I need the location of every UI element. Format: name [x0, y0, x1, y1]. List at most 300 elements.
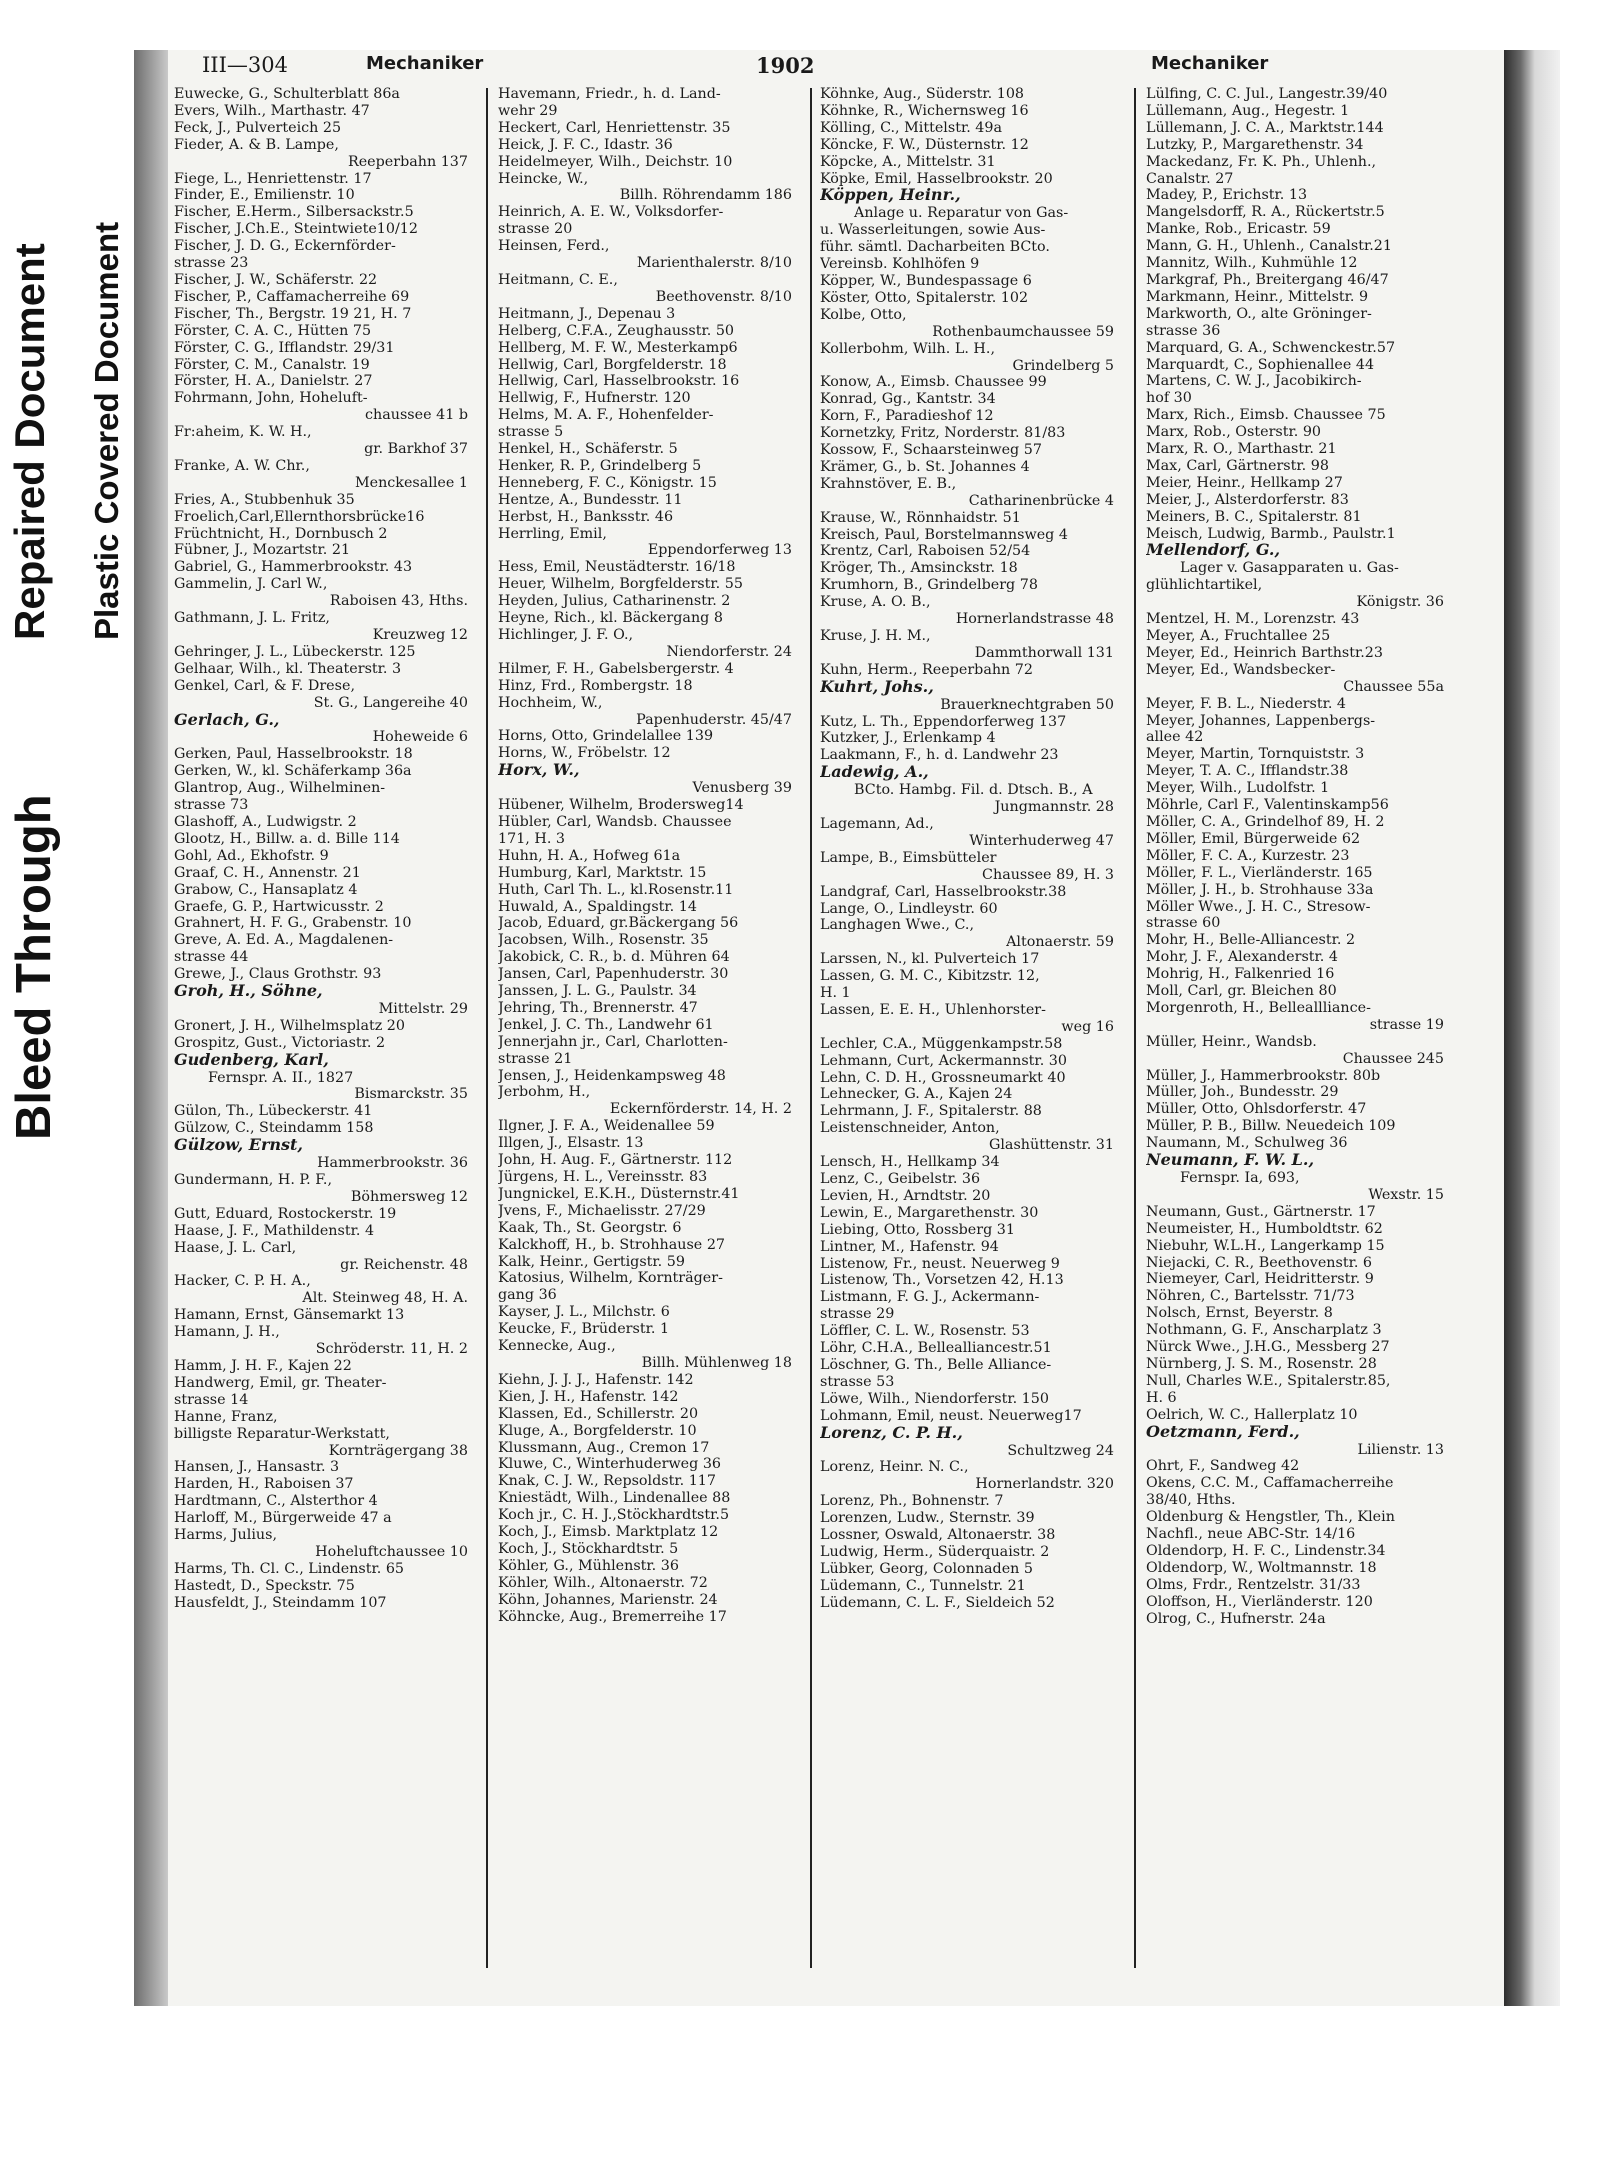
entry-name: Harms, Th. Cl. C., Lindenstr. 65: [174, 1560, 405, 1577]
scanned-page: [134, 50, 1560, 2006]
directory-entry: [498, 678, 794, 695]
directory-entry: [820, 86, 1116, 103]
entry-name: Gülon, Th., Lübeckerstr. 41: [174, 1103, 373, 1120]
entry-address: Menckesallee 1: [354, 474, 468, 491]
directory-entry: [820, 120, 1116, 137]
entry-name: Lechler, C.A., Müggenkampstr.58: [820, 1035, 1063, 1052]
directory-entry: [498, 1169, 794, 1186]
entry-name: Gabriel, G., Hammerbrookstr. 43: [174, 559, 413, 576]
entry-name: Olms, Frdr., Rentzelstr. 31/33: [1146, 1576, 1361, 1593]
entry-name: Hastedt, D., Speckstr. 75: [174, 1577, 355, 1594]
entry-name: Kruse, A. O. B.,: [820, 594, 931, 611]
entry-address: Lilienstr. 13: [1357, 1441, 1444, 1458]
entry-name: glühlichtartikel,: [1146, 577, 1263, 594]
entry-name: Hacker, C. P. H. A.,: [174, 1273, 311, 1290]
directory-entry: [1146, 1152, 1446, 1204]
directory-entry: [1146, 746, 1446, 763]
entry-name: Fiege, L., Henriettenstr. 17: [174, 170, 372, 187]
entry-name: Köhler, G., Mühlenstr. 36: [498, 1557, 679, 1574]
entry-name: Möller, F. C. A., Kurzestr. 23: [1146, 847, 1350, 864]
entry-name: Fries, A., Stubbenhuk 35: [174, 491, 355, 508]
directory-entry: [174, 272, 470, 289]
entry-address: Rothenbaumchaussee 59: [932, 323, 1114, 340]
column-rule: [810, 88, 812, 1968]
entry-name: Kröger, Th., Amsinckstr. 18: [820, 560, 1018, 577]
year-heading: 1902: [756, 53, 815, 78]
directory-entry: [1146, 441, 1446, 458]
entry-name: Finder, E., Emilienstr. 10: [174, 187, 355, 204]
directory-entry: [498, 932, 794, 949]
entry-name: Klassen, Ed., Schillerstr. 20: [498, 1405, 699, 1422]
entry-address: gr. Barkhof 37: [364, 441, 468, 458]
entry-name: Janssen, J. L. G., Paulstr. 34: [498, 983, 697, 1000]
entry-name: führ. sämtl. Dacharbeiten BCto.: [820, 239, 1050, 256]
directory-entry: [1146, 713, 1446, 747]
directory-entry: [1146, 526, 1446, 543]
directory-entry: [1146, 204, 1446, 221]
entry-name: Ohrt, F., Sandweg 42: [1146, 1458, 1300, 1475]
entry-detail: 171, H. 3: [498, 830, 566, 847]
entry-address: Kreuzweg 12: [372, 627, 468, 643]
entry-name: Hess, Emil, Neustädterstr. 16/18: [498, 559, 736, 576]
entry-name: Fohrmann, John, Hoheluft-: [174, 390, 368, 407]
entry-name: Marquardt, C., Sophienallee 44: [1146, 356, 1375, 373]
entry-address: Reeperbahn 137: [347, 153, 468, 170]
directory-entry: [1146, 780, 1446, 797]
entry-detail: strasse 53: [820, 1373, 895, 1390]
entry-name: Heincke, W.,: [498, 170, 589, 187]
entry-detail: strasse 29: [820, 1306, 895, 1323]
entry-name: Kalckhoff, H., b. Strohhause 27: [498, 1236, 726, 1253]
directory-entry: [174, 780, 470, 814]
directory-entry: [820, 1188, 1116, 1205]
directory-entry: [174, 526, 470, 543]
entry-name: Neumann, Gust., Gärtnerstr. 17: [1146, 1203, 1376, 1220]
directory-entry: [174, 289, 470, 306]
directory-entry: [1146, 1271, 1446, 1288]
directory-entry: [1146, 221, 1446, 238]
directory-entry: [1146, 1475, 1446, 1509]
directory-entry: [174, 221, 470, 238]
directory-entry: [1146, 865, 1446, 882]
directory-entry: [1146, 966, 1446, 983]
entry-name: Vereinsb. Kohlhöfen 9: [820, 256, 980, 273]
entry-name: Langhagen Wwe., C.,: [820, 917, 975, 934]
entry-detail: hof 30: [1146, 390, 1192, 407]
entry-name: John, H. Aug. F., Gärtnerstr. 112: [498, 1152, 733, 1169]
directory-entry: [174, 1052, 470, 1104]
entry-name: Groh, H., Söhne,: [174, 983, 323, 1001]
entry-name: Förster, C. M., Canalstr. 19: [174, 356, 370, 373]
entry-name: Jacobsen, Wilh., Rosenstr. 35: [498, 932, 709, 949]
entry-name: Kolbe, Otto,: [820, 306, 907, 323]
entry-name: Müller, P. B., Billw. Neuedeich 109: [1146, 1118, 1396, 1135]
directory-entry: [820, 476, 1116, 510]
directory-entry: [174, 424, 470, 458]
directory-entry: [498, 137, 794, 154]
entry-name: Klussmann, Aug., Cremon 17: [498, 1439, 710, 1456]
directory-entry: [1146, 1356, 1446, 1373]
directory-entry: [1146, 882, 1446, 899]
entry-address: Hoheluftchaussee 10: [315, 1543, 468, 1560]
directory-entry: [174, 831, 470, 848]
directory-entry: [1146, 1577, 1446, 1594]
directory-entry: [498, 1541, 794, 1558]
directory-entry: [820, 1340, 1116, 1357]
directory-entry: [820, 1323, 1116, 1340]
entry-name: Feck, J., Pulverteich 25: [174, 119, 342, 136]
entry-name: Möller Wwe., J. H. C., Stresow-: [1146, 898, 1371, 915]
directory-entry: [1146, 1339, 1446, 1356]
entry-name: Meiners, B. C., Spitalerstr. 81: [1146, 508, 1362, 525]
directory-entry: [1146, 1458, 1446, 1475]
directory-entry: [1146, 628, 1446, 645]
entry-name: Mohr, H., Belle-Alliancestr. 2: [1146, 932, 1356, 949]
entry-address: Beethovenstr. 8/10: [655, 288, 792, 305]
directory-entry: [820, 730, 1116, 747]
entry-name: Liebing, Otto, Rossberg 31: [820, 1221, 1015, 1238]
entry-name: Förster, H. A., Danielstr. 27: [174, 373, 373, 390]
directory-entry: [498, 661, 794, 678]
directory-entry: [820, 1425, 1116, 1460]
entry-name: Handwerg, Emil, gr. Theater-: [174, 1374, 387, 1391]
directory-column-3: [820, 86, 1116, 1976]
entry-name: Gülzow, Ernst,: [174, 1137, 303, 1155]
directory-entry: [820, 256, 1116, 273]
entry-name: Mackedanz, Fr. K. Ph., Uhlenh.,: [1146, 153, 1377, 170]
right-section-title: Mechaniker: [1151, 53, 1269, 74]
entry-name: Listmann, F. G. J., Ackermann-: [820, 1289, 1040, 1306]
entry-name: Meyer, T. A. C., Ifflandstr.38: [1146, 763, 1349, 780]
entry-name: Grewe, J., Claus Grothstr. 93: [174, 966, 382, 983]
entry-name: Graefe, G. P., Hartwicusstr. 2: [174, 898, 384, 915]
entry-name: Meyer, A., Fruchtallee 25: [1146, 628, 1331, 644]
directory-entry: [174, 1223, 470, 1240]
directory-entry: [498, 949, 794, 966]
entry-name: Möhrle, Carl F., Valentinskamp56: [1146, 797, 1389, 814]
directory-entry: [820, 1205, 1116, 1222]
directory-entry: [1146, 662, 1446, 696]
entry-name: Hellwig, F., Hufnerstr. 120: [498, 390, 691, 407]
directory-entry: [820, 764, 1116, 816]
entry-name: Horns, W., Fröbelstr. 12: [498, 745, 671, 762]
book-spine: [134, 50, 168, 2006]
directory-entry: [174, 1206, 470, 1223]
entry-name: Jungnickel, E.K.H., Düsternstr.41: [498, 1185, 740, 1202]
directory-entry: [174, 390, 470, 424]
directory-entry: [174, 1493, 470, 1510]
entry-name: Kruse, J. H. M.,: [820, 628, 931, 644]
entry-name: Lensch, H., Hellkamp 34: [820, 1154, 1000, 1171]
directory-entry: [1146, 831, 1446, 848]
entry-name: Fübner, J., Mozartstr. 21: [174, 542, 351, 559]
entry-name: Kutzker, J., Erlenkamp 4: [820, 730, 996, 747]
directory-entry: [820, 307, 1116, 341]
directory-entry: [174, 1240, 470, 1274]
directory-entry: [820, 1053, 1116, 1070]
entry-name: Havemann, Friedr., h. d. Land-: [498, 86, 721, 102]
entry-name: Martens, C. W. J., Jacobikirch-: [1146, 373, 1362, 390]
directory-entry: [1146, 1204, 1446, 1221]
entry-name: Löwe, Wilh., Niendorferstr. 150: [820, 1390, 1049, 1407]
directory-entry: [820, 1239, 1116, 1256]
entry-name: Haase, J. F., Mathildenstr. 4: [174, 1222, 375, 1239]
directory-entry: [820, 816, 1116, 850]
entry-name: Lorenzen, Ludw., Sternstr. 39: [820, 1510, 1035, 1527]
entry-detail: allee 42: [1146, 729, 1204, 746]
entry-name: Kennecke, Aug.,: [498, 1338, 616, 1355]
entry-name: Hamm, J. H. F., Kajen 22: [174, 1357, 352, 1374]
entry-name: Köhler, Wilh., Altonaerstr. 72: [498, 1574, 708, 1591]
directory-entry: [820, 884, 1116, 901]
directory-entry: [820, 1510, 1116, 1527]
entry-name: Hochheim, W.,: [498, 694, 603, 711]
directory-entry: [498, 559, 794, 576]
entry-detail: strasse 73: [174, 797, 249, 814]
directory-entry: [498, 1068, 794, 1085]
entry-name: Köhncke, Aug., Bremerreihe 17: [498, 1608, 727, 1625]
entry-detail: strasse 20: [498, 221, 573, 238]
directory-column-2: [498, 86, 794, 1976]
directory-entry: [174, 509, 470, 526]
directory-entry: [820, 543, 1116, 560]
entry-name: Nolsch, Ernst, Beyerstr. 8: [1146, 1305, 1333, 1322]
entry-name: Heitmann, C. E.,: [498, 271, 618, 288]
entry-name: Lülfing, C. C. Jul., Langestr.39/40: [1146, 86, 1388, 102]
entry-name: Lampe, B., Eimsbütteler: [820, 849, 997, 866]
entry-name: Hilmer, F. H., Gabelsbergerstr. 4: [498, 660, 734, 677]
directory-entry: [1146, 357, 1446, 374]
entry-name: Leistenschneider, Anton,: [820, 1120, 1000, 1137]
directory-entry: [498, 1507, 794, 1524]
directory-entry: [174, 1137, 470, 1172]
directory-entry: [174, 1358, 470, 1375]
entry-name: Lehmann, Curt, Ackermannstr. 30: [820, 1052, 1067, 1069]
directory-entry: [174, 678, 470, 712]
entry-name: Krause, W., Rönnhaidstr. 51: [820, 509, 1021, 526]
entry-name: Förster, C. G., Ifflandstr. 29/31: [174, 339, 395, 356]
directory-entry: [498, 1389, 794, 1406]
entry-name: Oetzmann, Ferd.,: [1146, 1423, 1300, 1441]
entry-address: chaussee 41 b: [365, 407, 468, 424]
directory-entry: [498, 1017, 794, 1034]
directory-entry: [820, 1561, 1116, 1578]
directory-entry: [1146, 475, 1446, 492]
entry-name: Jvens, F., Michaelisstr. 27/29: [498, 1202, 706, 1219]
entry-name: Müller, Otto, Ohlsdorferstr. 47: [1146, 1101, 1367, 1118]
entry-name: Krahnstöver, E. B.,: [820, 475, 957, 492]
directory-entry: [174, 86, 470, 103]
entry-name: Naumann, M., Schulweg 36: [1146, 1135, 1348, 1152]
directory-entry: [1146, 103, 1446, 120]
directory-entry: [498, 1118, 794, 1135]
entry-address: Chaussee 55a: [1343, 678, 1444, 695]
directory-entry: [820, 273, 1116, 290]
entry-name: Köhn, Johannes, Marienstr. 24: [498, 1591, 718, 1608]
directory-entry: [1146, 1068, 1446, 1085]
entry-name: Heyne, Rich., kl. Bäckergang 8: [498, 610, 723, 627]
directory-entry: [820, 714, 1116, 731]
directory-entry: [1146, 1034, 1446, 1068]
entry-name: Mohr, J. F., Alexanderstr. 4: [1146, 949, 1338, 966]
entry-name: Graaf, C. H., Annenstr. 21: [174, 864, 361, 881]
entry-name: u. Wasserleitungen, sowie Aus-: [820, 222, 1046, 239]
directory-entry: [498, 1270, 794, 1304]
entry-name: Huth, Carl Th. L., kl.Rosenstr.11: [498, 881, 734, 898]
entry-name: Fieder, A. & B. Lampe,: [174, 136, 339, 153]
directory-entry: [820, 662, 1116, 679]
directory-entry: [498, 1152, 794, 1169]
bleed-through-label: Bleed Through: [7, 794, 61, 1140]
entry-name: Knak, C. J. W., Repsoldstr. 117: [498, 1473, 716, 1490]
entry-name: Kien, J. H., Hafenstr. 142: [498, 1388, 679, 1405]
entry-name: Haase, J. L. Carl,: [174, 1239, 297, 1256]
directory-entry: [820, 103, 1116, 120]
directory-entry: [1146, 797, 1446, 814]
directory-entry: [1146, 1560, 1446, 1577]
entry-name: Jennerjahn jr., Carl, Charlotten-: [498, 1033, 728, 1050]
entry-name: Horns, Otto, Grindelallee 139: [498, 728, 714, 745]
directory-column-4: [1146, 86, 1446, 1976]
directory-entry: [820, 1272, 1116, 1289]
directory-entry: [820, 374, 1116, 391]
entry-name: Lohmann, Emil, neust. Neuerweg17: [820, 1407, 1082, 1424]
entry-name: Jürgens, H. L., Vereinsstr. 83: [498, 1169, 708, 1185]
entry-name: Hübler, Carl, Wandsb. Chaussee: [498, 813, 732, 830]
directory-entry: [1146, 407, 1446, 424]
directory-entry: [820, 1459, 1116, 1493]
entry-name: Harms, Julius,: [174, 1527, 277, 1544]
directory-entry: [1146, 340, 1446, 357]
entry-name: Greve, A. Ed. A., Magdalenen-: [174, 932, 394, 949]
directory-entry: [820, 577, 1116, 594]
directory-entry: [174, 915, 470, 932]
directory-entry: [820, 1086, 1116, 1103]
directory-entry: [498, 1254, 794, 1271]
directory-entry: [498, 373, 794, 390]
entry-name: Oldenburg & Hengstler, Th., Klein: [1146, 1509, 1395, 1526]
directory-entry: [498, 171, 794, 205]
entry-name: Konrad, Gg., Kantstr. 34: [820, 391, 996, 408]
entry-address: Chaussee 245: [1342, 1050, 1444, 1067]
directory-entry: [1146, 238, 1446, 255]
entry-name: Huwald, A., Spaldingstr. 14: [498, 898, 697, 915]
directory-entry: [498, 848, 794, 865]
directory-entry: [1146, 187, 1446, 204]
entry-name: Olrog, C., Hufnerstr. 24a: [1146, 1610, 1326, 1627]
directory-entry: [498, 509, 794, 526]
entry-name: Gohl, Ad., Ekhofstr. 9: [174, 847, 329, 864]
entry-name: Möller, F. L., Vierländerstr. 165: [1146, 864, 1373, 881]
entry-address: Papenhuderstr. 45/47: [636, 711, 792, 728]
directory-entry: [1146, 272, 1446, 289]
directory-entry: [1146, 1000, 1446, 1034]
entry-name: Jerbohm, H.,: [498, 1084, 591, 1101]
directory-entry: [174, 1035, 470, 1052]
entry-address: Dammthorwall 131: [974, 644, 1114, 661]
entry-name: Kniestädt, Wilh., Lindenallee 88: [498, 1490, 731, 1507]
directory-entry: [174, 492, 470, 509]
entry-name: Meier, Heinr., Hellkamp 27: [1146, 474, 1343, 491]
directory-entry: [820, 341, 1116, 375]
directory-entry: [498, 882, 794, 899]
directory-entry: [820, 527, 1116, 544]
directory-entry: [498, 323, 794, 340]
entry-name: Kollerbohm, Wilh. L. H.,: [820, 340, 995, 357]
entry-name: Lüllemann, Aug., Hegestr. 1: [1146, 102, 1350, 119]
entry-name: Möller, C. A., Grindelhof 89, H. 2: [1146, 813, 1385, 830]
directory-entry: [498, 357, 794, 374]
directory-entry: [1146, 611, 1446, 628]
directory-entry: [820, 968, 1116, 1002]
directory-entry: [174, 1172, 470, 1206]
directory-entry: [820, 510, 1116, 527]
entry-name: Madey, P., Erichstr. 13: [1146, 187, 1308, 204]
entry-name: Lossner, Oswald, Altonaerstr. 38: [820, 1527, 1056, 1544]
directory-entry: [174, 1578, 470, 1595]
entry-name: Fischer, J.Ch.E., Steintwiete10/12: [174, 221, 418, 238]
directory-entry: [820, 917, 1116, 951]
entry-name: Manke, Rob., Ericastr. 59: [1146, 221, 1331, 238]
entry-name: Niemeyer, Carl, Heidritterstr. 9: [1146, 1271, 1374, 1288]
entry-name: Krämer, G., b. St. Johannes 4: [820, 458, 1030, 475]
entry-name: Oldendorp, W., Woltmannstr. 18: [1146, 1559, 1377, 1576]
entry-name: Koch, J., Stöckhardtstr. 5: [498, 1540, 679, 1557]
entry-name: Katosius, Wilhelm, Kornträger-: [498, 1270, 723, 1287]
directory-entry: [1146, 848, 1446, 865]
directory-entry: [498, 814, 794, 848]
directory-entry: [498, 1304, 794, 1321]
directory-entry: [820, 901, 1116, 918]
entry-address: Venusberg 39: [692, 780, 792, 797]
entry-name: Kuhrt, Johs.,: [820, 678, 934, 696]
entry-name: Köpke, Emil, Hasselbrookstr. 20: [820, 170, 1053, 187]
entry-name: Köppen, Heinr.,: [820, 187, 961, 205]
directory-entry: [1146, 949, 1446, 966]
repaired-document-label: Repaired Document: [6, 243, 53, 640]
directory-entry: [498, 1034, 794, 1068]
entry-detail: gang 36: [498, 1287, 557, 1304]
entry-name: Jacob, Eduard, gr.Bäckergang 56: [498, 915, 739, 932]
directory-entry: [820, 1120, 1116, 1154]
directory-entry: [174, 137, 470, 171]
entry-name: Glantrop, Aug., Wilhelminen-: [174, 780, 386, 797]
directory-entry: [820, 1493, 1116, 1510]
directory-entry: [1146, 696, 1446, 713]
directory-entry: [820, 850, 1116, 884]
entry-name: Kuhn, Herm., Reeperbahn 72: [820, 661, 1033, 678]
entry-name: Gathmann, J. L. Fritz,: [174, 610, 330, 627]
entry-name: Korn, F., Paradieshof 12: [820, 408, 994, 425]
directory-entry: [1146, 1238, 1446, 1255]
directory-entry: [1146, 1118, 1446, 1135]
directory-entry: [820, 222, 1116, 239]
directory-entry: [174, 1273, 470, 1307]
entry-name: Müller, J., Hammerbrookstr. 80b: [1146, 1067, 1381, 1084]
directory-entry: [498, 238, 794, 272]
plastic-covered-label: Plastic Covered Document: [88, 221, 125, 640]
entry-name: Möller, J. H., b. Strohhause 33a: [1146, 881, 1374, 898]
entry-address: Hammerbrookstr. 36: [317, 1155, 468, 1172]
directory-entry: [1146, 154, 1446, 188]
entry-name: Löschner, G. Th., Belle Alliance-: [820, 1356, 1052, 1373]
entry-name: Köhnke, Aug., Süderstr. 108: [820, 86, 1025, 102]
directory-entry: [1146, 1305, 1446, 1322]
directory-entry: [174, 1324, 470, 1358]
entry-name: Hinz, Frd., Rombergstr. 18: [498, 677, 693, 694]
entry-name: Löffler, C. L. W., Rosenstr. 53: [820, 1323, 1030, 1340]
entry-name: Gerken, W., kl. Schäferkamp 36a: [174, 763, 412, 780]
